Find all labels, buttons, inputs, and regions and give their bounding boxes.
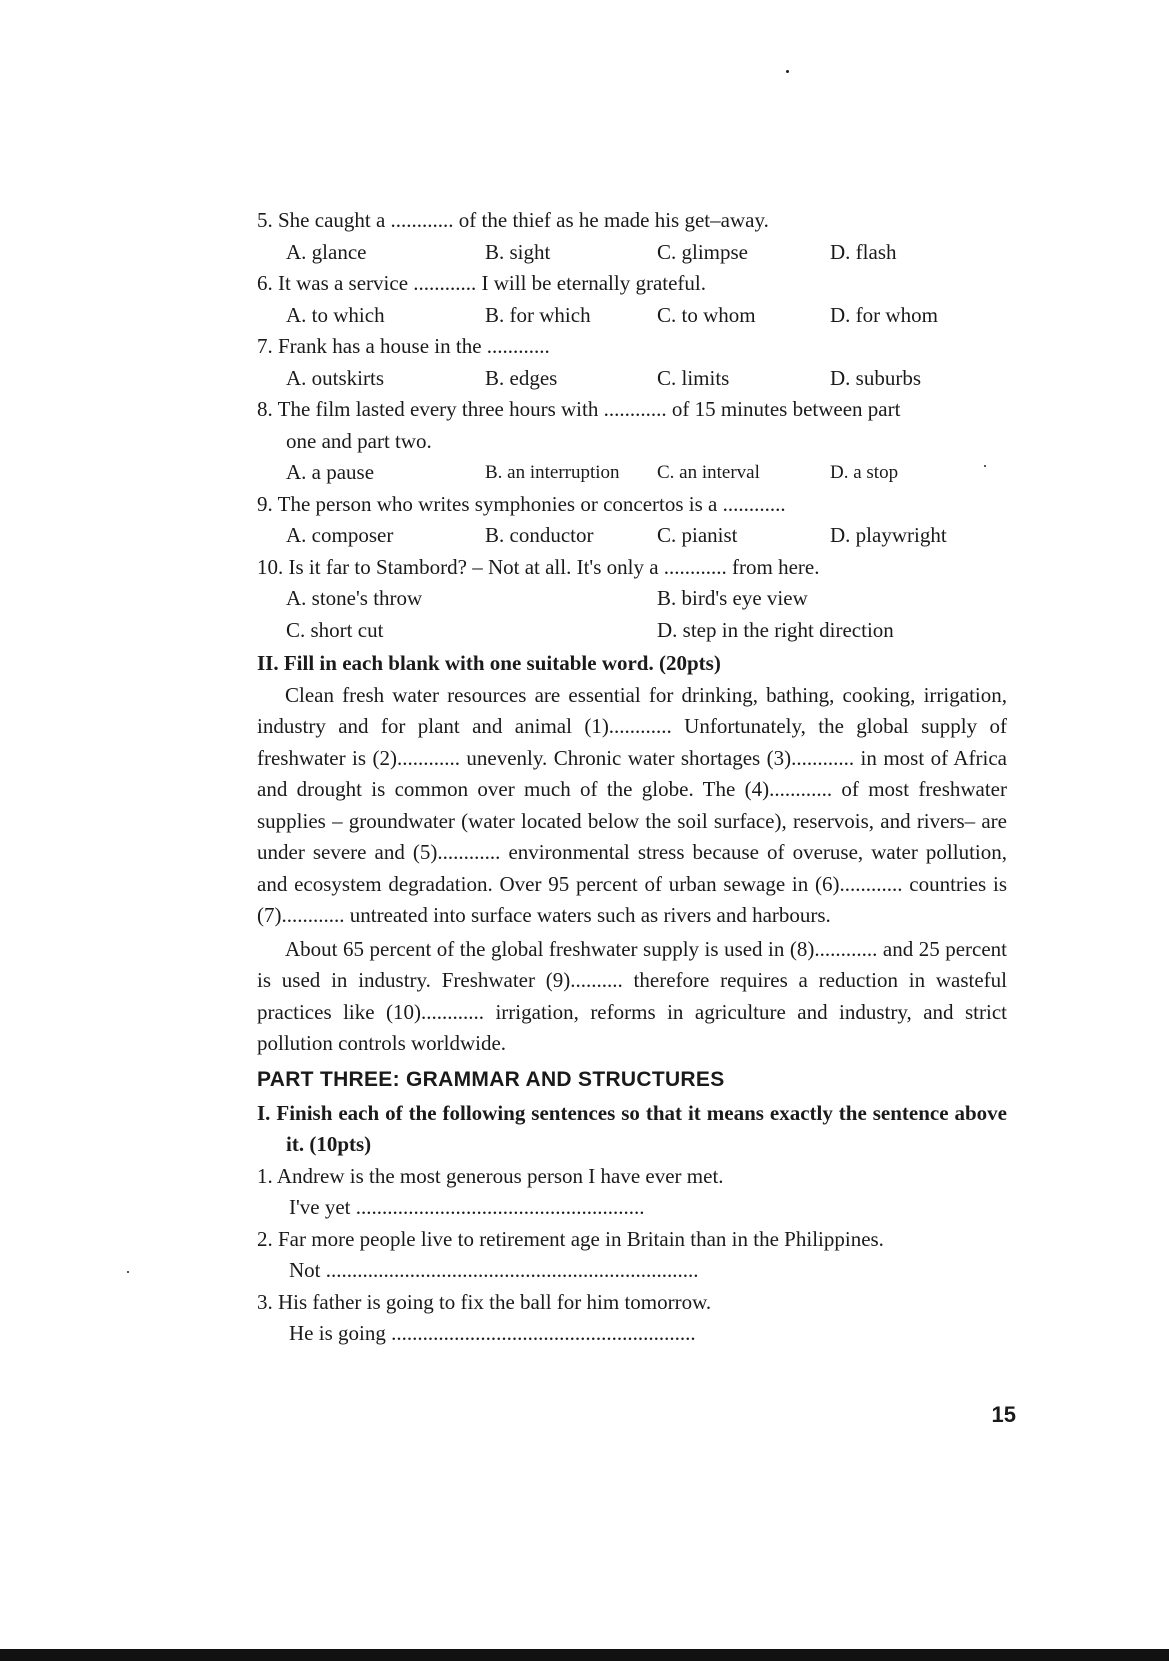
option-a: A. a pause xyxy=(286,460,375,484)
option-a: A. to which xyxy=(286,302,385,327)
question-10: 10. Is it far to Stambord? – Not at all. It's only a ............ from here. xyxy=(257,554,820,579)
option-b: B. edges xyxy=(485,365,558,390)
option-a: A. glance xyxy=(286,239,367,264)
option-a: A. outskirts xyxy=(286,365,385,390)
transform-sentence-2: 2. Far more people live to retirement age in Britain than in the Philippines. xyxy=(257,1226,884,1251)
question-7: 7. Frank has a house in the ............ xyxy=(257,334,550,358)
scan-edge xyxy=(0,1649,1169,1661)
option-c: C. limits xyxy=(657,365,730,390)
transform-sentence-1: 1. Andrew is the most generous person I have ever met. xyxy=(257,1163,724,1188)
options-q5 xyxy=(257,237,1007,269)
options-q10-row1 xyxy=(257,583,1007,615)
answer-line-1: I've yet ....................................................... xyxy=(289,1195,645,1219)
section-heading: II. Fill in each blank with one suitable word. (20pts) xyxy=(257,651,721,675)
options-q6 xyxy=(257,300,1007,332)
option-d: D. playwright xyxy=(830,523,947,547)
options-q8 xyxy=(257,457,1007,489)
option-c: C. to whom xyxy=(657,302,756,327)
option-d: D. step in the right direction xyxy=(657,617,894,642)
question-8: 8. The film lasted every three hours with ............ of 15 minutes between part xyxy=(257,397,901,421)
option-c: C. pianist xyxy=(657,523,738,547)
option-b: B. sight xyxy=(485,239,551,264)
answer-line-2: Not ....................................................................... xyxy=(289,1258,699,1282)
page-content xyxy=(257,205,1007,1350)
option-c: C. glimpse xyxy=(657,239,749,264)
question-5: 5. She caught a ............ of the thief as he made his get–away. xyxy=(257,208,769,232)
page-number: 15 xyxy=(991,1402,1016,1427)
transform-sentence-3: 3. His father is going to fix the ball for him tomorrow. xyxy=(257,1289,712,1314)
question-6: 6. It was a service ............ I will be eternally grateful. xyxy=(257,271,707,295)
option-a: A. composer xyxy=(286,523,394,547)
scan-speck xyxy=(127,1271,129,1273)
option-b: B. conductor xyxy=(485,523,594,547)
passage-paragraph-1: Clean fresh water resources are essential for drinking, bathing, cooking, irrigation, industry and for plant and animal (1)............ Unfortunately, the global supply of freshwater is (2)............ unevenly. Chronic water shortages (3)............ in most of Africa and drought is common over much of the globe. The (4)............ of most freshwater supplies – groundwater (water located below the soil surface), reservois, and rivers– are under severe and (5)............ environmental stress because of overuse, water pollution, and ecosystem degradation. Over 95 percent of urban sewage in (6)............ countries is (7)............ untreated into surface waters such as rivers and harbours. xyxy=(257,682,1007,927)
part-heading: PART THREE: GRAMMAR AND STRUCTURES xyxy=(257,1067,725,1091)
options-q9 xyxy=(257,520,1007,552)
option-c: C. short cut xyxy=(286,617,384,642)
option-d: D. a stop xyxy=(830,462,899,483)
question-9: 9. The person who writes symphonies or concertos is a ............ xyxy=(257,491,786,516)
option-b: B. bird's eye view xyxy=(657,586,808,610)
answer-line-3: He is going .......................................................... xyxy=(289,1321,696,1345)
scan-speck xyxy=(786,70,789,73)
passage-paragraph-2: About 65 percent of the global freshwater supply is used in (8)............ and 25 percent is used in industry. Freshwater (9).......... therefore requires a reduction in wasteful practices like (10)............ irrigation, reforms in agriculture and industry, and strict pollution controls worldwide. xyxy=(257,936,1007,1055)
option-c: C. an interval xyxy=(657,462,760,483)
option-b: B. for which xyxy=(485,302,591,327)
option-d: D. for whom xyxy=(830,302,938,327)
options-q7 xyxy=(257,363,1007,395)
option-d: D. flash xyxy=(830,239,897,264)
question-8-continued: one and part two. xyxy=(286,428,432,453)
option-d: D. suburbs xyxy=(830,365,922,390)
option-a: A. stone's throw xyxy=(286,586,423,610)
task-heading: I. Finish each of the following sentences so that it means exactly the sentence above it. (10pts) xyxy=(257,1100,1007,1156)
option-b: B. an interruption xyxy=(485,462,620,483)
options-q10-row2 xyxy=(257,615,1007,647)
